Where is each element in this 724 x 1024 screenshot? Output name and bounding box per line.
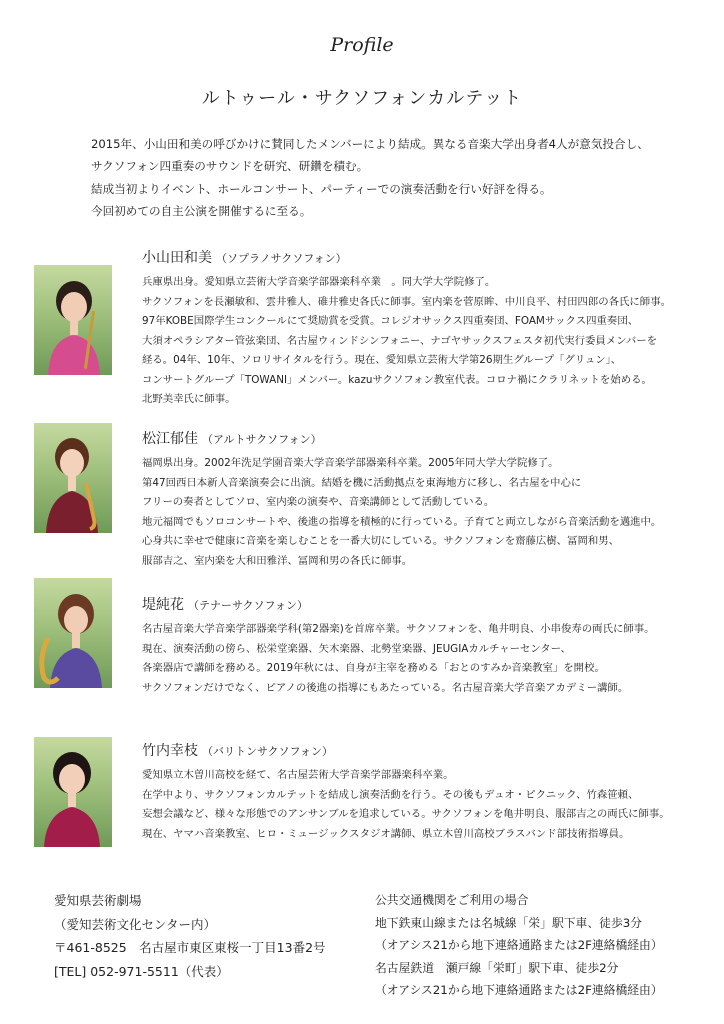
bio-line: 97年KOBE国際学生コンクールにて奨励賞を受賞。コレジオサックス四重奏団、FOAMサックス四重奏団、: [142, 315, 639, 327]
bio-line: 在学中より、サクソフォンカルテットを結成し演奏活動を行う。その後もデュオ・ピクニック、竹森笹頼、: [142, 788, 639, 801]
member-bio: [142, 454, 712, 571]
bio-line: コンサートグループ「TOWANI」メンバー。kazuサクソフォン教室代表。コロナ禍にクラリネットを始める。: [142, 373, 652, 386]
group-name: ルトゥール・サクソフォンカルテット: [201, 88, 523, 109]
member-photo-icon: [34, 578, 112, 688]
member-photo-icon: [34, 737, 112, 847]
member-name: 竹内幸枝: [142, 743, 198, 759]
venue-info: [54, 889, 326, 983]
page-title: Profile: [330, 34, 394, 56]
member-instrument: （ソプラノサクソフォン）: [216, 252, 347, 265]
venue-phone: [TEL] 052-971-5511（代表）: [54, 963, 229, 979]
member-bio: [142, 273, 712, 410]
bio-line: フリーの奏者としてソロ、室内楽の演奏や、音楽講師として活動している。: [142, 496, 495, 508]
access-heading: 公共交通機関をご利用の場合: [375, 893, 529, 907]
bio-line: 妄想会議など、様々な形態でのアンサンブルを追求している。サクソフォンを亀井明良、服部吉之の両氏に師事。: [142, 808, 670, 820]
access-line: （オアシス21から地下連絡通路または2F連絡橋経由）: [375, 938, 663, 952]
member-name-line: [142, 740, 333, 760]
access-info: [375, 889, 663, 1002]
member-photo: [34, 578, 112, 688]
member-name: 小山田和美: [142, 250, 212, 266]
access-line: 名古屋鉄道 瀬戸線「栄町」駅下車、徒歩2分: [375, 960, 619, 975]
member-photo-icon: [34, 265, 112, 375]
member-bio: [142, 620, 712, 698]
intro-line: 2015年、小山田和美の呼びかけに賛同したメンバーにより結成。異なる音楽大学出身者4人が意気投合し、: [91, 137, 649, 151]
bio-line: サクソフォンだけでなく、ピアノの後進の指導にもあたっている。名古屋音楽大学音楽アカデミー講師。: [142, 681, 629, 694]
member-name-line: [142, 594, 308, 614]
member-bio: [142, 766, 712, 844]
venue-address: 〒461-8525 名古屋市東区東桜一丁目13番2号: [54, 940, 326, 955]
bio-line: サクソフォンを長瀬敏和、雲井雅人、碓井雅史各氏に師事。室内楽を菅原眸、中川良平、村田四郎の各氏に師事。: [142, 295, 671, 308]
access-line: （オアシス21から地下連絡通路または2F連絡橋経由）: [375, 983, 663, 997]
member-photo: [34, 737, 112, 847]
member-instrument: （バリトンサクソフォン）: [202, 745, 334, 758]
bio-line: 名古屋音楽大学音楽学部器楽学科(第2器楽)を首席卒業。サクソフォンを、亀井明良、小串俊寿の両氏に師事。: [142, 623, 655, 635]
bio-line: 各楽器店で講師を務める。2019年秋には、自身が主宰を務める「おとのすみか音楽教室」を開校。: [142, 662, 605, 674]
member-instrument: （テナーサクソフォン）: [188, 599, 309, 612]
intro-line: サクソフォン四重奏のサウンドを研究、研鑽を積む。: [91, 159, 369, 174]
member-name: 松江郁佳: [142, 431, 198, 447]
member-name-line: [142, 428, 322, 448]
member-photo: [34, 265, 112, 375]
member-name-line: [142, 247, 347, 267]
member-photo-icon: [34, 423, 112, 533]
member-instrument: （アルトサクソフォン）: [202, 433, 322, 446]
bio-line: 第47回西日本新人音楽演奏会に出演。結婚を機に活動拠点を東海地方に移し、名古屋を中心に: [142, 476, 582, 489]
bio-line: 現在、ヤマハ音楽教室、ヒロ・ミュージックスタジオ講師、県立木曽川高校ブラスバンド部技術指導員。: [142, 827, 630, 840]
bio-line: 現在、演奏活動の傍ら、松栄堂楽器、矢木楽器、北勢堂楽器、JEUGIAカルチャーセンター、: [142, 642, 571, 655]
venue-subname: （愛知芸術文化センター内）: [54, 916, 217, 932]
venue-name: 愛知県芸術劇場: [54, 893, 142, 908]
intro-line: 今回初めての自主公演を開催するに至る。: [91, 204, 312, 219]
bio-line: 福岡県出身。2002年洗足学園音楽大学音楽学部器楽科卒業。2005年同大学大学院修了。: [142, 457, 559, 469]
intro-text: [91, 133, 691, 223]
intro-line: 結成当初よりイベント、ホールコンサート、パーティーでの演奏活動を行い好評を得る。: [91, 181, 552, 196]
bio-line: 愛知県立木曽川高校を経て、名古屋芸術大学音楽学部器楽科卒業。: [142, 769, 454, 781]
bio-line: 経る。04年、10年、ソロリサイタルを行う。現在、愛知県立芸術大学第26期生グループ「グリュン」、: [142, 354, 622, 366]
bio-line: 北野美幸氏に師事。: [142, 393, 236, 405]
bio-line: 兵庫県出身。愛知県立芸術大学音楽学部器楽科卒業 。同大学大学院修了。: [142, 276, 496, 288]
bio-line: 地元福岡でもソロコンサートや、後進の指導を積極的に行っている。子育てと両立しながら音楽活動を邁進中。: [142, 515, 662, 528]
bio-line: 服部吉之、室内楽を大和田雅洋、冨岡和男の各氏に師事。: [142, 554, 413, 567]
bio-line: 心身共に幸せで健康に音楽を楽しむことを一番大切にしている。サクソフォンを齋藤広樹、冨岡和男、: [142, 535, 620, 547]
member-name: 堤純花: [142, 597, 184, 613]
bio-line: 大須オペラシアター管弦楽団、名古屋ウィンドシンフォニー、ナゴヤサックスフェスタ初代実行委員メンバーを: [142, 334, 658, 347]
member-photo: [34, 423, 112, 533]
access-line: 地下鉄東山線または名城線「栄」駅下車、徒歩3分: [375, 915, 643, 930]
